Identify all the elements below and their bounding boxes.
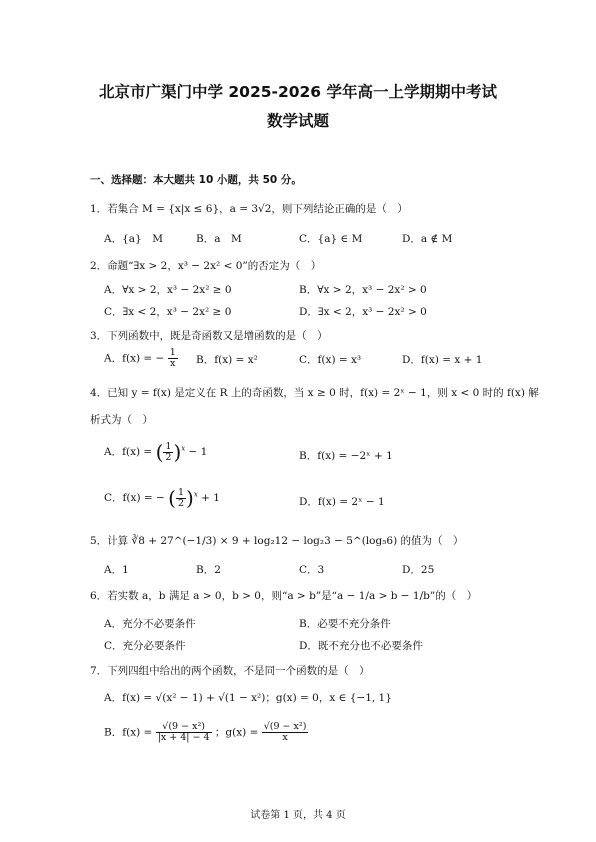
question-4-option-a <box>104 440 207 464</box>
fraction-numerator: 1 <box>169 347 176 358</box>
question-2-option-c: C．∃x < 2，x³ − 2x² ≥ 0 <box>104 306 232 318</box>
fraction-denominator: 2 <box>177 497 185 509</box>
left-paren: ( <box>155 440 164 464</box>
fraction-denominator: 2 <box>165 451 172 463</box>
question-4-option-b: B．f(x) = −2ˣ + 1 <box>299 450 393 462</box>
question-5-stem: 5．计算 ∛8 + 27^(−1/3) × 9 + log₂12 − log₂3 − 5^(log₅6) 的值为（ ） <box>90 535 464 547</box>
question-7-option-b-g-fraction <box>262 722 309 743</box>
question-6-option-c: C．充分必要条件 <box>104 640 186 652</box>
question-4-option-c <box>104 486 220 510</box>
question-5-option-d: D．25 <box>402 564 435 576</box>
exponent-x: x <box>181 444 186 453</box>
question-2-option-a: A．∀x > 2，x³ − 2x² ≥ 0 <box>104 284 232 296</box>
question-7-option-a: A．f(x) = √(x² − 1) + √(1 − x²)；g(x) = 0，x ∈ {−1, 1} <box>104 692 392 704</box>
exam-title: 北京市广渠门中学 2025-2026 学年高一上学期期中考试 <box>98 83 497 101</box>
fraction-numerator: √(9 − x²) <box>263 721 307 732</box>
question-3-option-a-label: A．f(x) = − <box>104 352 165 365</box>
right-paren: ) <box>173 440 182 464</box>
question-5-option-b: B．2 <box>196 564 221 576</box>
question-7-stem: 7．下列四组中给出的两个函数，不是同一个函数的是（ ） <box>90 665 370 677</box>
question-1-option-d: D．a ∉ M <box>402 233 453 245</box>
question-3-option-c: C．f(x) = x³ <box>299 354 362 366</box>
question-3-option-a-fraction <box>168 348 178 369</box>
question-4-option-d: D．f(x) = 2ˣ − 1 <box>299 496 385 508</box>
question-2-option-d: D．∃x < 2，x³ − 2x² > 0 <box>299 306 427 318</box>
question-6-option-d: D．既不充分也不必要条件 <box>299 640 423 652</box>
fraction-numerator: 1 <box>165 440 172 452</box>
question-7-option-b-label: B．f(x) = <box>104 726 153 739</box>
question-4-stem-line-2: 析式为（ ） <box>90 414 153 426</box>
question-6-stem: 6．若实数 a，b 满足 a > 0，b > 0，则“a > b”是“a − 1/a > b − 1/b”的（ ） <box>90 590 478 602</box>
exam-subtitle: 数学试题 <box>266 112 329 130</box>
page-footer: 试卷第 1 页，共 4 页 <box>250 810 346 821</box>
question-3-option-d: D．f(x) = x + 1 <box>402 354 483 366</box>
right-paren: ) <box>186 486 194 510</box>
question-7-option-b <box>104 722 308 743</box>
fraction-numerator: √(9 − x²) <box>156 722 212 733</box>
question-3-option-b: B．f(x) = x² <box>196 354 258 366</box>
question-7-option-b-separator: ；g(x) = <box>214 726 259 739</box>
fraction-denominator: |x + 4| − 4 <box>157 731 210 743</box>
question-5-option-a: A．1 <box>104 564 129 576</box>
question-2-stem: 2．命题“∃x > 2，x³ − 2x² < 0”的否定为（ ） <box>90 260 322 272</box>
left-paren: ( <box>168 486 176 510</box>
question-4-option-c-fraction <box>176 488 186 509</box>
fraction-denominator: x <box>170 357 176 369</box>
question-4-option-a-fraction <box>163 442 173 463</box>
question-1-option-a: A．{a} M <box>104 233 163 245</box>
question-4-stem-line-1: 4．已知 y = f(x) 是定义在 R 上的奇函数，当 x ≥ 0 时，f(x) = 2ˣ − 1，则 x < 0 时的 f(x) 解 <box>90 387 539 399</box>
question-3-stem: 3．下列函数中，既是奇函数又是增函数的是（ ） <box>90 330 328 342</box>
question-3-option-a <box>104 348 178 369</box>
question-4-option-a-label: A．f(x) = <box>104 446 153 458</box>
question-5-option-c: C．3 <box>299 564 325 576</box>
fraction-denominator: x <box>282 731 288 743</box>
section-heading: 一、选择题：本大题共 10 小题，共 50 分。 <box>90 174 302 186</box>
question-7-option-b-f-fraction <box>156 722 212 743</box>
question-2-option-b: B．∀x > 2，x³ − 2x² > 0 <box>299 284 427 296</box>
question-1-stem: 1．若集合 M = {x|x ≤ 6}，a = 3√2，则下列结论正确的是（ ） <box>90 203 408 215</box>
exponent-x: x <box>193 490 198 499</box>
question-6-option-b: B．必要不充分条件 <box>299 618 391 630</box>
question-4-option-a-tail: − 1 <box>188 446 208 458</box>
question-6-option-a: A．充分不必要条件 <box>104 618 196 630</box>
question-4-option-c-label: C．f(x) = − <box>104 492 165 504</box>
question-1-option-c: C．{a} ∈ M <box>299 233 363 245</box>
fraction-numerator: 1 <box>177 486 185 498</box>
question-4-option-c-tail: + 1 <box>201 492 220 504</box>
question-1-option-b: B．a M <box>196 233 242 245</box>
